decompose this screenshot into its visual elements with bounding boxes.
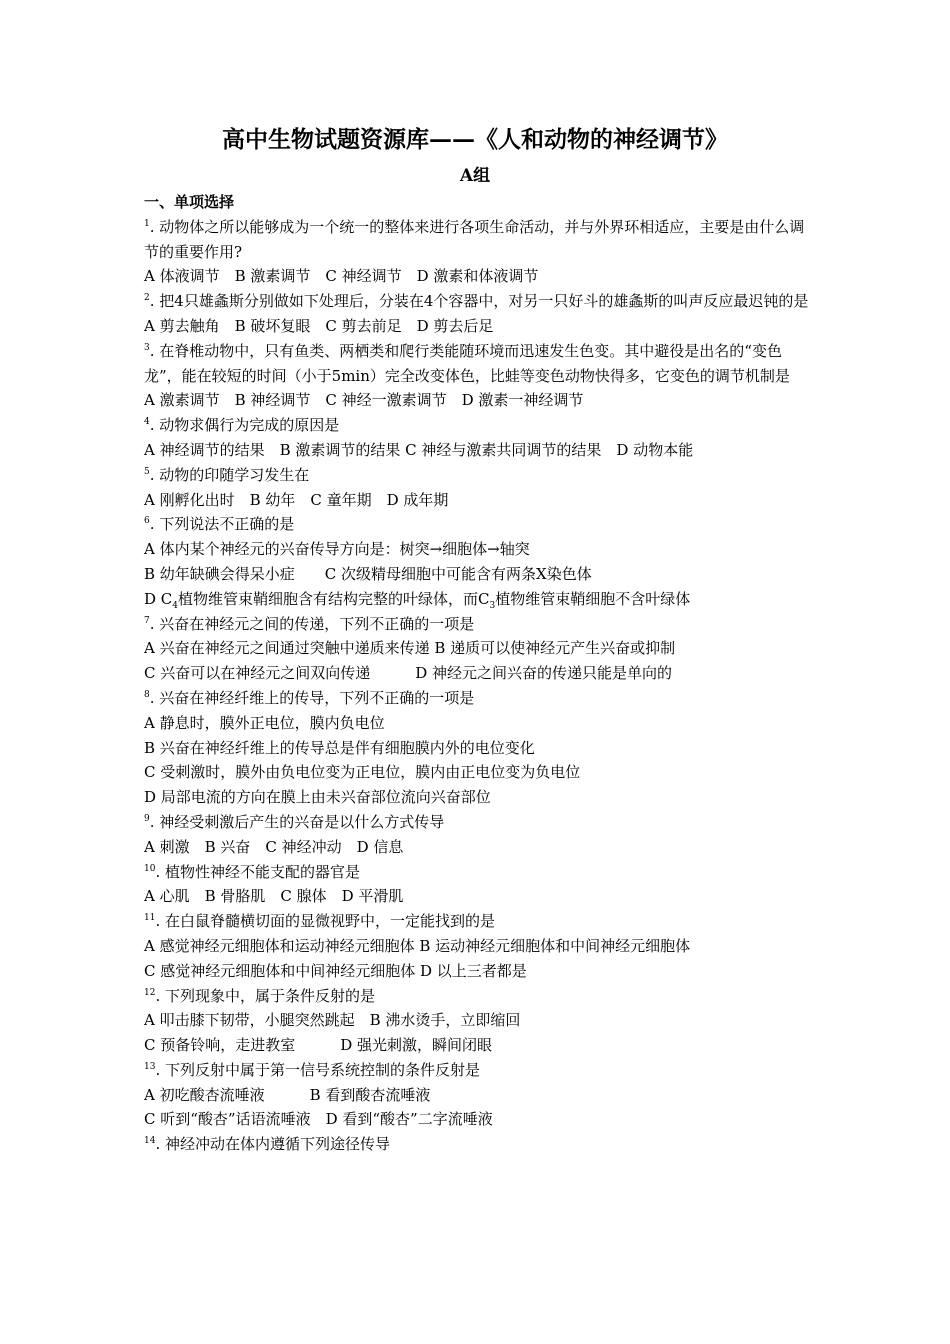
question-number: 4	[144, 417, 150, 428]
question-stem: . 神经受刺激后产生的兴奋是以什么方式传导	[149, 812, 445, 831]
question-3	[144, 339, 814, 389]
question-number: 13	[144, 1061, 156, 1072]
question-stem: . 动物体之所以能够成为一个统一的整体来进行各项生命活动，并与外界环相适应，主要是由什么调节的重要作用?	[144, 217, 805, 261]
answer-options: A 心肌 B 骨胳肌 C 腺体 D 平滑肌	[144, 887, 404, 906]
question-number: 1	[144, 218, 150, 229]
question-stem: . 在脊椎动物中，只有鱼类、两栖类和爬行类能随环境而迅速发生色变。其中避役是出名的“变色龙”，能在较短的时间（小于5min）完全改变体色，比蛙等变色动物快得多，它变色的调节机制是	[144, 341, 790, 385]
question-11	[144, 909, 814, 934]
question-6	[144, 512, 814, 537]
question-stem: . 兴奋在神经元之间的传递，下列不正确的一项是	[149, 614, 475, 633]
answer-options: A 初吃酸杏流唾液 B 看到酸杏流唾液	[144, 1085, 431, 1104]
question-stem: . 植物性神经不能支配的器官是	[155, 862, 360, 881]
question-14	[144, 1132, 814, 1157]
answer-options: A 刺激 B 兴奋 C 神经冲动 D 信息	[144, 837, 404, 856]
question-stem: . 动物的印随学习发生在	[149, 465, 310, 484]
question-13	[144, 1058, 814, 1083]
question-number: 6	[144, 516, 150, 527]
question-number: 11	[144, 913, 156, 924]
question-7	[144, 612, 814, 637]
question-number: 2	[144, 293, 150, 304]
answer-options: C 预备铃响，走进教室 D 强光刺激，瞬间闭眼	[144, 1036, 493, 1055]
answer-option-a: A 体内某个神经元的兴奋传导方向是：树突→细胞体→轴突	[144, 540, 530, 559]
answer-options: C 听到“酸杏”话语流唾液 D 看到“酸杏”二字流唾液	[144, 1110, 493, 1129]
question-stem: . 在白鼠脊髓横切面的显微视野中，一定能找到的是	[155, 912, 495, 931]
page-title: 高中生物试题资源库——《人和动物的神经调节》	[222, 126, 728, 153]
answer-options: A 兴奋在神经元之间通过突触中递质来传递 B 递质可以使神经元产生兴奋或抑制	[144, 639, 676, 658]
question-9	[144, 810, 814, 835]
answer-options: C 感觉神经元细胞体和中间神经元细胞体 D 以上三者都是	[144, 961, 527, 980]
question-stem: . 下列反射中属于第一信号系统控制的条件反射是	[155, 1060, 480, 1079]
question-stem: . 下列说法不正确的是	[149, 515, 295, 534]
answer-option-b: B 兴奋在神经纤维上的传导总是伴有细胞膜内外的电位变化	[144, 738, 535, 757]
question-number: 5	[144, 466, 150, 477]
question-4	[144, 413, 814, 438]
question-list	[144, 190, 814, 1157]
question-12	[144, 984, 814, 1009]
answer-option-b-c: B 幼年缺碘会得呆小症 C 次级精母细胞中可能含有两条X染色体	[144, 564, 592, 583]
answer-options: A 体液调节 B 激素调节 C 神经调节 D 激素和体液调节	[144, 267, 539, 286]
question-stem: . 动物求偶行为完成的原因是	[149, 416, 340, 435]
question-2	[144, 289, 814, 314]
answer-options: A 叩击膝下韧带，小腿突然跳起 B 沸水烫手，立即缩回	[144, 1011, 521, 1030]
answer-options: A 神经调节的结果 B 激素调节的结果 C 神经与激素共同调节的结果 D 动物本能	[144, 440, 694, 459]
question-stem: . 兴奋在神经纤维上的传导，下列不正确的一项是	[149, 688, 475, 707]
question-number: 14	[144, 1136, 156, 1147]
question-stem: . 神经冲动在体内遵循下列途径传导	[155, 1135, 390, 1154]
question-10	[144, 860, 814, 885]
answer-option-a: A 静息时，膜外正电位，膜内负电位	[144, 713, 385, 732]
section-heading: 一、单项选择	[144, 193, 235, 211]
question-number: 7	[144, 615, 150, 626]
question-number: 12	[144, 987, 156, 998]
question-number: 9	[144, 813, 150, 824]
answer-options: A 激素调节 B 神经调节 C 神经一激素调节 D 激素一神经调节	[144, 391, 584, 410]
answer-options: A 感觉神经元细胞体和运动神经元细胞体 B 运动神经元细胞体和中间神经元细胞体	[144, 936, 691, 955]
answer-options: A 刚孵化出时 B 幼年 C 童年期 D 成年期	[144, 490, 449, 509]
answer-option-c: C 受刺激时，膜外由负电位变为正电位，膜内由正电位变为负电位	[144, 763, 581, 782]
question-number: 3	[144, 342, 150, 353]
question-5	[144, 463, 814, 488]
question-stem: . 下列现象中，属于条件反射的是	[155, 986, 375, 1005]
group-heading: A组	[459, 166, 491, 186]
question-8	[144, 686, 814, 711]
question-1	[144, 215, 814, 265]
question-number: 10	[144, 863, 156, 874]
answer-option-d: D 局部电流的方向在膜上由未兴奋部位流向兴奋部位	[144, 788, 491, 807]
answer-options: C 兴奋可以在神经元之间双向传递 D 神经元之间兴奋的传递只能是单向的	[144, 664, 673, 683]
question-stem: . 把4只雄螽斯分别做如下处理后，分装在4个容器中，对另一只好斗的雄螽斯的叫声反应最迟钝的是	[149, 292, 809, 311]
answer-option-d: D $C_4$植物维管束鞘细胞含有结构完整的叶绿体，而$C_3$植物维管束鞘细胞不含叶绿体	[144, 589, 691, 611]
answer-options: A 剪去触角 B 破坏复眼 C 剪去前足 D 剪去后足	[144, 316, 494, 335]
question-number: 8	[144, 689, 150, 700]
